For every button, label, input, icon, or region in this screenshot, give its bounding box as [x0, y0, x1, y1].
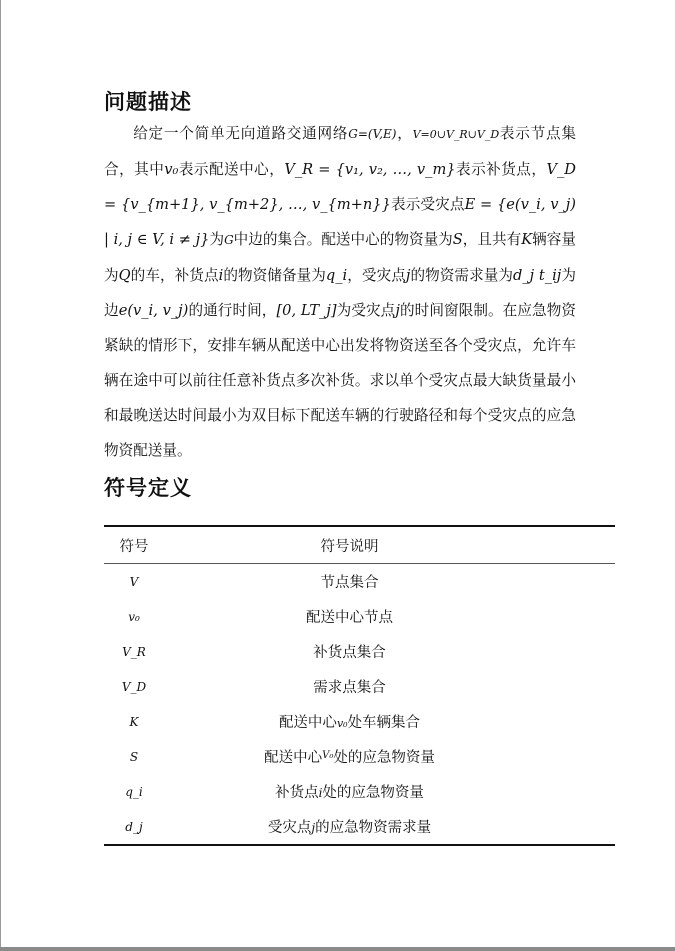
symbol-cell: v₀	[128, 609, 140, 624]
symbol-cell: d_j	[125, 819, 143, 834]
desc-text: 受灾点	[267, 820, 312, 836]
header-description: 符号说明	[164, 526, 615, 564]
table-row	[104, 669, 615, 704]
page-edge-bottom	[0, 947, 675, 951]
description-cell	[164, 739, 615, 774]
text-run: ，	[396, 125, 413, 142]
header-symbol: 符号	[104, 526, 164, 564]
math-q: Q	[118, 267, 131, 284]
desc-text: 处的应急物资量	[322, 785, 424, 801]
text-run: ，受灾点	[347, 267, 406, 284]
math-vr: V_R = {v₁, v₂, …, v_m}	[284, 161, 456, 178]
text-run: ，且共有	[462, 231, 522, 248]
math-graph: G=(V,E)	[348, 127, 397, 141]
desc-text: 配送中心	[264, 750, 323, 766]
text-run: 为边	[104, 267, 576, 319]
symbols-heading: 符号定义	[104, 476, 192, 500]
description-cell: 配送中心节点	[306, 610, 393, 626]
desc-text: 补货点	[275, 785, 319, 801]
description-cell	[164, 774, 615, 809]
math-k: K	[521, 231, 533, 248]
desc-math: j	[311, 821, 316, 835]
table-row	[104, 634, 615, 669]
table-row	[104, 704, 615, 739]
desc-text: 的应急物资需求量	[315, 820, 432, 836]
table-header-row	[104, 526, 615, 564]
description-cell	[164, 809, 615, 845]
text-run: 的时间窗限制。在应急物资紧缺的情形下，安排车辆从配送中心出发将物资送至各个受灾点，允许车辆在途中可以前往任意补货点多次补货。求以单个受灾点最大缺货量最小和最晚送达时间最小为双目标下配送车辆的行驶路径和每个受灾点的应急物资配送量。	[104, 302, 576, 459]
desc-text: 处车辆集合	[347, 715, 421, 731]
math-g: G	[224, 233, 234, 247]
symbol-cell: q_i	[125, 784, 143, 799]
text-run: 辆容量为	[104, 231, 576, 284]
text-run: 中边的集合。配送中心的物资量为	[233, 231, 453, 248]
desc-text: 处的应急物资量	[333, 750, 435, 766]
table-row	[104, 774, 615, 809]
symbol-cell: S	[129, 749, 139, 764]
math-time-window: [0, LT_j]	[276, 302, 337, 319]
desc-text: 配送中心	[278, 715, 337, 731]
description-cell: 需求点集合	[313, 680, 386, 696]
symbol-cell: V_R	[122, 644, 146, 659]
description-cell: 节点集合	[320, 575, 379, 591]
problem-paragraph	[104, 116, 576, 468]
math-dj: d_j	[513, 267, 535, 284]
text-run: 表示受灾点	[390, 196, 465, 213]
table-row	[104, 809, 615, 845]
text-run: 表示配送中心，	[178, 161, 285, 178]
text-run: 表示节点集合，其中	[104, 125, 576, 178]
math-qi: q_i	[325, 267, 348, 284]
problem-heading: 问题描述	[104, 90, 192, 114]
text-run: 给定一个简单无向道路交通网络	[133, 125, 349, 142]
table-row	[104, 599, 615, 634]
text-run: 的物资需求量为	[410, 267, 514, 284]
text-run: 的车，补货点	[130, 267, 219, 284]
table-row	[104, 564, 615, 600]
math-edge: e(v_i, v_j)	[118, 302, 189, 319]
text-run: 为	[209, 231, 225, 248]
description-cell	[164, 704, 615, 739]
math-i: i	[218, 267, 224, 284]
page-edge-left	[0, 0, 1, 951]
table-row	[104, 739, 615, 774]
math-j2: j	[395, 302, 400, 319]
math-vd: V_D = {v_{m+1}, v_{m+2}, …, v_{m+n}}	[104, 161, 576, 213]
desc-math: V₀	[322, 750, 334, 761]
math-tij: t_ij	[538, 267, 562, 284]
symbol-cell: V_D	[121, 679, 147, 694]
text-run: 表示补货点，	[455, 161, 547, 178]
desc-math: v₀	[336, 717, 348, 730]
text-run: 的物资储备量为	[223, 267, 326, 284]
desc-math: i	[318, 786, 323, 800]
math-j: j	[405, 267, 411, 284]
symbol-cell: V	[129, 574, 139, 589]
math-v0: v₀	[164, 161, 179, 178]
text-run: 为受灾点	[336, 302, 396, 319]
math-node-set: V=0∪V_R∪V_D	[412, 128, 500, 141]
math-s: S	[452, 231, 463, 248]
math-edge-set: E = {e(v_i, v_j) | i, j ∈ V, i ≠ j}	[104, 196, 576, 248]
description-cell: 补货点集合	[313, 645, 386, 661]
symbol-table	[104, 525, 615, 846]
text-run: 的通行时间，	[188, 302, 277, 319]
symbol-cell: K	[129, 714, 139, 729]
